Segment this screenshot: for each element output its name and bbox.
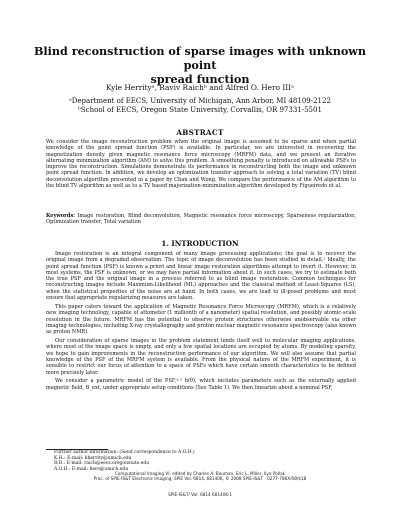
intro-paragraph-4: We consider a parametric model of the PSF,²˒³ h(θ), which includes parameters such as the externally applied magnetic field, B_ext, under appropriate setup conditions (See Table 1). We then linearize about a nominal PSF, (46, 378, 356, 391)
footnote-line-2: K.H.: E-mail: kherrity@umich.edu (54, 455, 132, 461)
section-heading-introduction: 1. INTRODUCTION (161, 239, 239, 248)
footnote-line-1: Further author information: (Send correspondence to A.O.H.) (54, 450, 195, 455)
abstract-text: We consider the image reconstruction problem when the original image is assumed to be sparse and when partial knowledge of the point spread function (PSF) is available. In particular, we are interested in recovering the magnetization density given magnetic resonance force microscopy (MRFM) data, and we present an iterative alternating minimization algorithm (AM) to solve this problem. A smoothing penalty is introduced on allowable PSFs to improve the reconstruction. Simulations demonstrate its performance in reconstructing both the image and unknown point spread function. In addition, we develop an optimization transfer approach to solving a total variation (TV) blind deconvolution algorithm presented in a paper by Chan and Wong. We compare the performance of the AM algorithm to the blind TV algorithm as well as to a TV based majorization-minimization algorithm developed by Figueiredo et al. (46, 139, 356, 190)
affiliations (30, 97, 370, 115)
keywords-text: Image restoration, Blind deconvolution, Magnetic resonance force microscopy, Sparseness regularization, Optimization transfer, Total variation (46, 213, 357, 226)
paper-title (30, 44, 370, 86)
page-identifier: SPIE-IS&T/ Vol. 6814 68140K-1 (168, 492, 232, 497)
proceedings-line-2: Proc. of SPIE-IS&T Electronic Imaging, SPIE Vol. 6814, 68140K, © 2008 SPIE-IS&T · 0277-786X/08/$18 (93, 476, 307, 482)
keywords (46, 213, 356, 226)
intro-paragraph-1: Image restoration is an integral component of many image processing applications; the goal is to recover the original image from a degraded observation. The topic of image deconvolution has been studied in detail.¹ Ideally, the point spread function (PSF) is known a priori and linear image restoration algorithms attempt to invert it. However, in most systems, the PSF is unknown, or we may have partial information about it. In such cases, we try to estimate both the true PSF and the original image in a process referred to as blind image restoration. Common techniques for reconstructing images include Maximum-Likelihood (ML) approaches and the classical method of Least-Squares (LS), when the statistical properties of the noise are at hand. In both cases, we are lead to ill-posed problems and must ensure that appropriate regularizing measures are taken. (46, 251, 356, 302)
abstract-heading: ABSTRACT (176, 128, 224, 137)
title-line-2: spread function (150, 72, 250, 86)
title-line-1: Blind reconstruction of sparse images with unknown point (33, 44, 367, 72)
footnote-line-3: R.R.: E-mail: raich@eecs.oregonstate.edu (54, 461, 150, 467)
affiliation-b: ᵇSchool of EECS, Oregon State University, Corvallis, OR 97331-5501 (78, 106, 322, 114)
proceedings-info (0, 471, 400, 481)
intro-paragraph-3: Our consideration of sparse images in the problem statement lends itself well to molecular imaging applications, where most of the image space is empty, and only a few spatial locations are occupied by atoms. By modeling sparsity, we hope to gain improvements in the reconstruction performance of our algorithm. We will also assume that partial knowledge of the PSF of the MRFM system is available. From the physical nature of the MRFM experiment, it is sensible to restrict our focus of attention to a space of PSFs which have certain smooth characteristics to be defined more precisely later. (46, 338, 356, 376)
footnote (46, 450, 356, 472)
introduction-body (46, 251, 356, 394)
intro-paragraph-2: This paper caters toward the application of Magnetic Resonance Force Microscopy (MRFM), which is a relatively new imaging technology, capable of attometer (1 millionth of a nanometer) spatial resolution, and possibly atomic-scale resolution in the future. MRFM has the potential to observe protein structures otherwise unobservable via other imaging technologies, including X-ray crystallography and proton nuclear magnetic resonance spectroscopy (also known as proton NMR). (46, 303, 356, 336)
proceedings-line-1: Computational Imaging VI, edited by Charles A. Bouman, Eric L. Miller, Ilya Pollak (114, 471, 286, 476)
keywords-label: Keywords: (46, 213, 76, 219)
author-list: Kyle Herrityᵃ, Raviv Raichᵇ and Alfred O. Hero IIIᵃ (106, 83, 294, 92)
footnote-line-4: A.O.H.: E-mail: hero@umich.edu (54, 466, 129, 472)
affiliation-a: ᵃDepartment of EECS, University of Michigan, Ann Arbor, MI 48109-2122 (69, 97, 331, 105)
